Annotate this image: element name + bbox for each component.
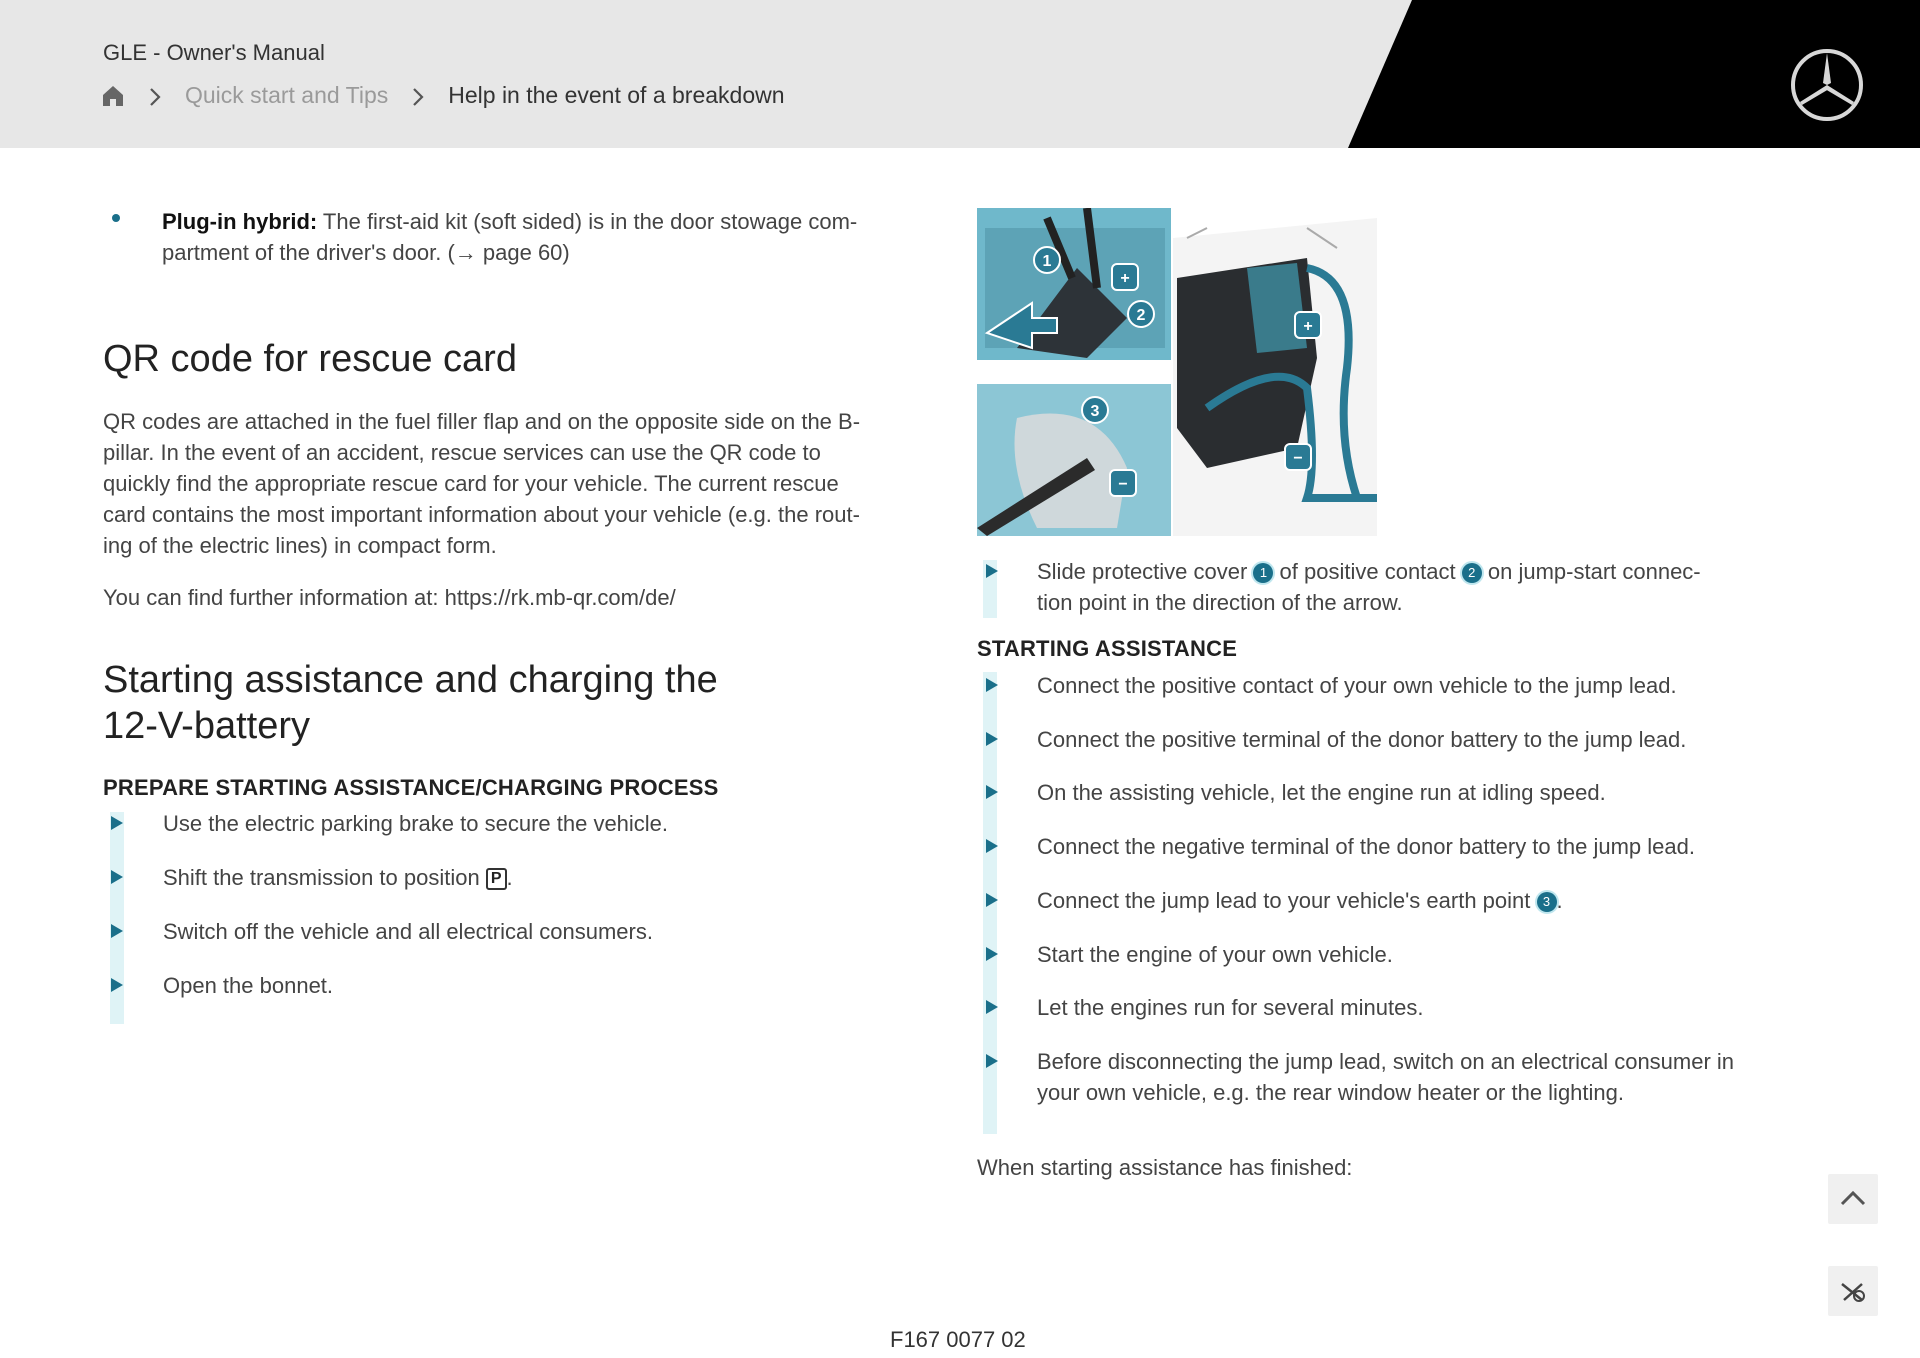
step-text: Open the bonnet. [163,973,334,998]
svg-text:3: 3 [1090,403,1100,420]
step-text: Connect the negative terminal of the donor battery to the jump lead. [1037,834,1695,859]
starting-step-5 [1037,885,1563,916]
starting-step-3 [1037,777,1606,808]
scroll-top-button[interactable] [1828,1174,1878,1224]
manual-title: GLE - Owner's Manual [103,40,325,65]
starting-step-2 [1037,724,1686,755]
step-arrow-icon [986,947,998,961]
step-arrow-icon [986,839,998,853]
step-arrow-icon [986,564,998,578]
qr-line: quickly find the appropriate rescue card for your vehicle. The current rescue [103,471,839,496]
step-text-line2: tion point in the direction of the arrow. [1037,590,1403,615]
step-text-pre: Connect the jump lead to your vehicle's earth point [1037,888,1537,913]
step-text-pre: Shift the transmission to position [163,865,486,890]
jump-start-figure [977,208,1379,536]
starting-step-4 [1037,831,1695,862]
step-text: Start the engine of your own vehicle. [1037,942,1393,967]
chevron-up-icon [1828,1174,1878,1224]
step-text-pre: Slide protective cover [1037,559,1254,584]
qr-line: QR codes are attached in the fuel filler flap and on the opposite side on the B- [103,409,861,434]
hybrid-text-1: The first-aid kit (soft sided) is in the door stowage com- [317,209,858,234]
starting-heading [103,657,718,749]
step-arrow-icon [111,924,123,938]
starting-heading-line1: Starting assistance and charging the [103,659,718,701]
chevron-right-icon [149,86,161,106]
starting-heading-line2: 12-V-battery [103,705,310,747]
qr-info[interactable]: You can find further information at: https://rk.mb-qr.com/de/ [103,585,676,610]
hybrid-note [162,206,922,268]
prepare-step-2 [163,862,513,893]
mercedes-star-logo[interactable] [1789,47,1865,123]
step-arrow-icon [986,678,998,692]
svg-text:−: − [1118,476,1128,493]
step-bar [110,812,124,1024]
step-text [163,862,513,893]
step-arrow-icon [111,870,123,884]
gear-position-badge: P [486,868,507,890]
number-badge-2: 2 [1462,563,1482,583]
qr-line: pillar. In the event of an accident, rescue services can use the QR code to [103,440,821,465]
step-arrow-icon [986,732,998,746]
step-arrow-icon [986,1054,998,1068]
step-text: Switch off the vehicle and all electrical consumers. [163,919,653,944]
qr-heading: QR code for rescue card [103,338,517,380]
step-arrow-icon [986,893,998,907]
starting-step-1 [1037,670,1677,701]
tools-button[interactable] [1828,1266,1878,1316]
breadcrumb-current: Help in the event of a breakdown [448,82,785,108]
qr-line: ing of the electric lines) in compact form. [103,533,497,558]
step-text: Connect the positive contact of your own vehicle to the jump lead. [1037,673,1677,698]
starting-step-6 [1037,939,1393,970]
step-text: Use the electric parking brake to secure the vehicle. [163,811,669,836]
bullet-dot [112,214,120,222]
home-icon[interactable] [101,84,125,108]
prepare-step-3 [163,916,653,947]
step-text [1037,885,1563,916]
number-badge-3: 3 [1537,892,1557,912]
step-text: On the assisting vehicle, let the engine run at idling speed. [1037,780,1606,805]
svg-text:2: 2 [1136,307,1146,324]
figure-code: F167 0077 02 [890,1327,1026,1352]
starting-step-7 [1037,992,1423,1023]
step-text-mid: of positive contact [1273,559,1462,584]
step-text-post: . [1556,888,1563,913]
step-arrow-icon [986,785,998,799]
step-arrow-icon [986,1000,998,1014]
starting-step-8 [1037,1046,1837,1108]
breadcrumb [101,82,785,109]
step-text: Let the engines run for several minutes. [1037,995,1424,1020]
hybrid-text-2[interactable]: partment of the driver's door. (→ page 60) [162,240,570,265]
step-text-line2: your own vehicle, e.g. the rear window heater or the lighting. [1037,1080,1624,1105]
prepare-subhead: PREPARE STARTING ASSISTANCE/CHARGING PROCESS [103,775,719,800]
chevron-right-icon [412,86,424,106]
tools-icon [1828,1266,1878,1316]
starting-subhead: STARTING ASSISTANCE [977,636,1238,661]
svg-text:+: + [1303,318,1313,335]
callout-1: 1 [1042,253,1052,270]
prepare-step-1 [163,808,668,839]
finished-text: When starting assistance has finished: [977,1155,1353,1180]
slide-cover-step [1037,556,1797,618]
svg-text:−: − [1293,450,1303,467]
step-text-post: on jump-start connec- [1481,559,1701,584]
step-text-post: . [506,865,513,890]
svg-text:+: + [1120,270,1130,287]
hybrid-label: Plug-in hybrid: [162,209,318,234]
qr-paragraph [103,406,923,561]
step-arrow-icon [111,978,123,992]
qr-line: card contains the most important information about your vehicle (e.g. the rout- [103,502,860,527]
step-arrow-icon [111,816,123,830]
step-text: Connect the positive terminal of the donor battery to the jump lead. [1037,727,1687,752]
breadcrumb-link-quick-start[interactable]: Quick start and Tips [185,82,389,108]
step-text-line1: Before disconnecting the jump lead, switch on an electrical consumer in [1037,1049,1735,1074]
prepare-step-4 [163,970,333,1001]
number-badge-1: 1 [1253,563,1273,583]
